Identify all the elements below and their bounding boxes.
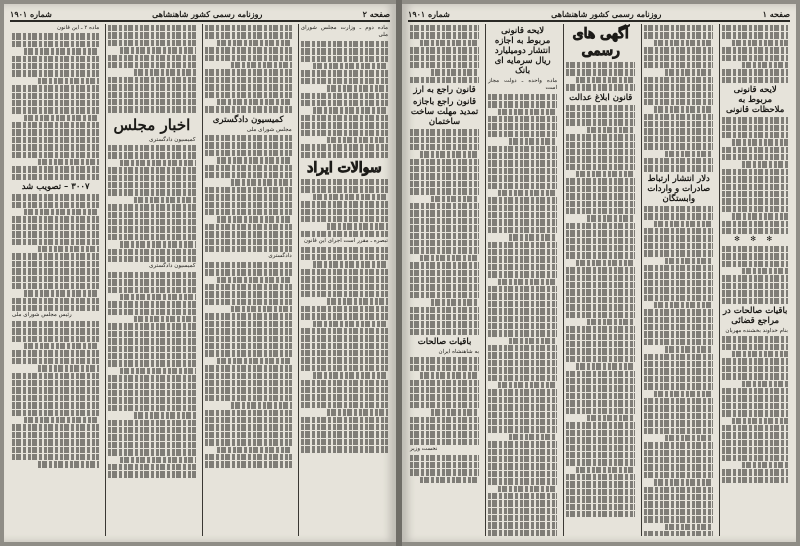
text-block: به شاهنشاه ایران	[438, 349, 480, 356]
text-block: ماده دوم ـ وزارت مجلس شورای ملی	[300, 25, 388, 39]
section-heading: ۳۰۰۷ – تصویب شد	[21, 182, 90, 193]
right-col-3	[563, 24, 637, 536]
section-heading: قانون ابلاغ عدالت	[569, 92, 633, 103]
right-col-5	[408, 24, 481, 536]
left-col-3	[105, 24, 197, 536]
text-block: کمیسیون دادگستری	[149, 263, 196, 270]
left-page	[4, 4, 396, 542]
left-columns	[10, 24, 390, 536]
right-columns	[408, 24, 790, 536]
masthead-heading: آگهی های رسمی	[572, 26, 629, 59]
left-issue-number: شماره ۱۹۰۱	[10, 9, 52, 19]
text-block: بنام خداوند بخشنده مهربان	[725, 327, 788, 334]
section-heading: باقیات صالحات	[417, 337, 472, 348]
section-heading: سوالات ایراد	[307, 160, 382, 177]
text-block: ماده ۲ ـ این قانون	[57, 25, 100, 31]
text-block: ماده واحده ـ دولت مجاز است	[488, 78, 558, 92]
right-col-2	[641, 24, 715, 536]
right-page-number: صفحه ۱	[762, 9, 790, 19]
right-issue-number: شماره ۱۹۰۱	[408, 9, 450, 19]
right-page-header	[408, 8, 790, 22]
left-col-4	[10, 24, 101, 536]
text-block: مجلس شورای ملی	[246, 126, 292, 133]
section-heading: دلار انتشار ارتباط صادرات و واردات وابستگان	[647, 173, 711, 204]
section-heading: قانون راجع به ارز	[413, 85, 476, 96]
left-page-title: روزنامه رسمی کشور شاهنشاهی	[152, 9, 263, 19]
right-page-title: روزنامه رسمی کشور شاهنشاهی	[551, 9, 662, 19]
text-block: دادگستری	[268, 253, 292, 260]
signature: نخست وزیر	[409, 446, 438, 453]
section-heading: قانون راجع باجازه تمدید مهلت ساخت ساختمان	[410, 97, 479, 128]
left-col-1	[298, 24, 390, 536]
separator-stars: ✻ ✻ ✻	[734, 235, 777, 244]
section-heading: لایحه قانونی مربوط به ملاحظات قانونی	[726, 85, 785, 116]
section-heading: اخبار مجلس	[113, 115, 191, 134]
section-heading: لایحه قانونی مربوط به اجازه انتشار دومیلیارد ریال سرمایه ای بانک	[494, 26, 551, 76]
text-block: کمیسیون دادگستری	[149, 136, 196, 143]
signature: رئیس مجلس شورای ملی	[12, 312, 72, 319]
text-block: تبصره ـ مقرر است اجرای این قانون	[303, 238, 388, 245]
left-col-2	[202, 24, 294, 536]
right-page	[402, 4, 796, 542]
left-page-header	[10, 8, 390, 22]
section-heading: باقیات صالحات در مراجع قضائی	[722, 305, 788, 326]
right-col-1	[719, 24, 790, 536]
right-col-4	[485, 24, 559, 536]
section-heading: کمیسیون دادگستری	[212, 114, 284, 125]
left-page-number: صفحه ۲	[362, 9, 390, 19]
